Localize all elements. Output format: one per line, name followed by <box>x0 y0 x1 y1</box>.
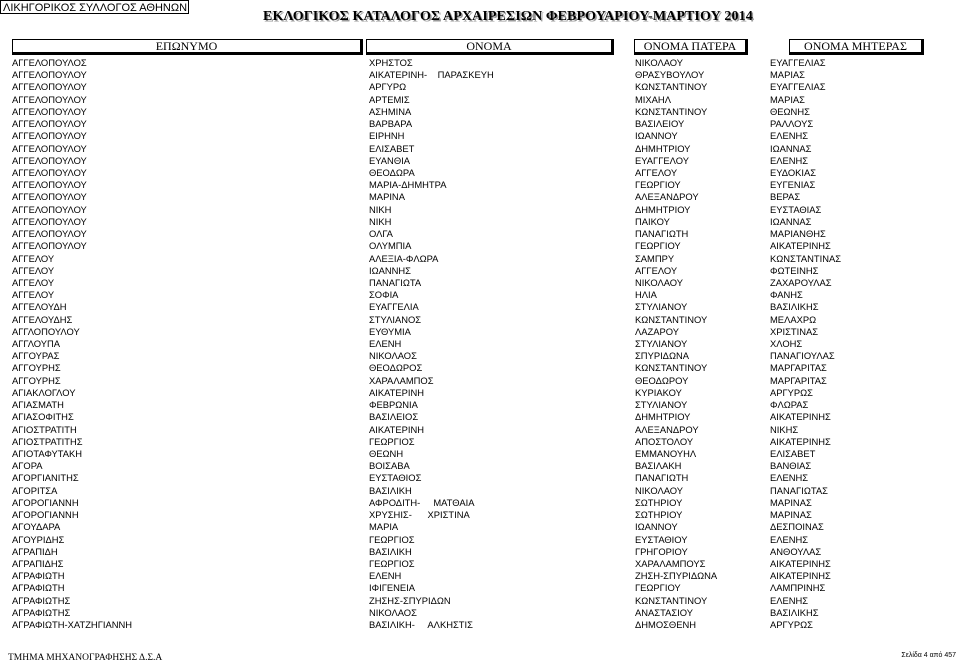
cell-mother-name: ΜΑΡΙΑΣ <box>770 69 805 81</box>
cell-father-name: ΓΕΩΡΓΙΟΥ <box>635 582 681 594</box>
table-row <box>0 326 960 338</box>
cell-mother-name: ΝΙΚΗΣ <box>770 423 799 435</box>
table-row <box>0 521 960 533</box>
cell-father-name: ΝΙΚΟΛΑΟΥ <box>635 57 684 68</box>
cell-father-name: ΑΝΑΣΤΑΣΙΟΥ <box>635 606 693 618</box>
cell-father-name: ΗΛΙΑ <box>635 289 657 301</box>
cell-surname: ΑΓΓΕΛΟΠΟΥΛΟΥ <box>12 166 87 178</box>
cell-first-name: ΘΕΩΝΗ <box>369 448 404 459</box>
cell-surname: ΑΓΟΥΡΙΔΗΣ <box>12 533 65 545</box>
cell-father-name: ΕΥΣΤΑΘΙΟΥ <box>635 533 688 545</box>
cell-surname: ΑΓΓΕΛΟΥ <box>12 276 55 288</box>
organization-name: ΛΙΚΗΓΟΡΙΚΟΣ ΣΥΛΛΟΓΟΣ ΑΘΗΝΩΝ <box>0 0 189 14</box>
cell-first-name: ΑΦΡΟΔΙΤΗ- ΜΑΤΘΑΙΑ <box>369 496 475 508</box>
table-row <box>0 534 960 546</box>
cell-father-name: ΣΑΜΠΡΥ <box>635 252 675 264</box>
cell-mother-name: ΕΛΕΝΗΣ <box>770 594 809 606</box>
cell-mother-name: ΑΝΘΟΥΛΑΣ <box>770 545 822 557</box>
column-header-father-name: ΟΝΟΜΑ ΠΑΤΕΡΑ <box>634 39 748 55</box>
cell-first-name: ΓΕΩΡΓΙΟΣ <box>369 435 415 447</box>
cell-mother-name: ΑΙΚΑΤΕΡΙΝΗΣ <box>770 557 831 569</box>
cell-first-name: ΑΣΗΜΙΝΑ <box>369 105 412 117</box>
cell-mother-name: ΕΥΓΕΝΙΑΣ <box>770 179 816 191</box>
cell-surname: ΑΓΙΟΣΤΡΑΤΙΤΗΣ <box>12 435 83 447</box>
cell-surname: ΑΓΓΕΛΟΥ <box>12 264 55 276</box>
cell-surname: ΑΓΓΟΥΡΑΣ <box>12 350 60 362</box>
cell-first-name: ΣΤΥΛΙΑΝΟΣ <box>369 313 422 325</box>
table-row <box>0 472 960 484</box>
cell-first-name: ΧΡΥΣΗΙΣ- ΧΡΙΣΤΙΝΑ <box>369 509 470 521</box>
cell-first-name: ΓΕΩΡΓΙΟΣ <box>369 557 415 569</box>
cell-surname: ΑΓΡΑΠΙΔΗΣ <box>12 557 64 569</box>
cell-father-name: ΖΗΣΗ-ΣΠΥΡΙΔΩΝΑ <box>635 570 718 582</box>
cell-surname: ΑΓΙΟΣΤΡΑΤΙΤΗ <box>12 423 77 435</box>
cell-mother-name: ΜΕΛΑΧΡΩ <box>770 313 817 325</box>
cell-first-name: ΜΑΡΙΑ-ΔΗΜΗΤΡΑ <box>369 179 447 191</box>
table-row <box>0 179 960 191</box>
cell-father-name: ΣΠΥΡΙΔΩΝΑ <box>635 350 689 362</box>
cell-first-name: ΝΙΚΟΛΑΟΣ <box>369 350 417 362</box>
cell-surname: ΑΓΓΛΟΥΠΑ <box>12 338 61 350</box>
cell-father-name: ΑΓΓΕΛΟΥ <box>635 264 678 276</box>
table-row <box>0 509 960 521</box>
cell-father-name: ΓΕΩΡΓΙΟΥ <box>635 179 681 191</box>
cell-mother-name: ΡΑΛΛΟΥΣ <box>770 118 814 130</box>
table-row <box>0 143 960 155</box>
table-row <box>0 289 960 301</box>
cell-surname: ΑΓΟΡΑ <box>12 460 43 472</box>
cell-first-name: ΦΕΒΡΩΝΙΑ <box>369 399 418 411</box>
cell-surname: ΑΓΙΟΤΑΦΥΤΑΚΗ <box>12 448 83 459</box>
table-row <box>0 216 960 228</box>
cell-surname: ΑΓΡΑΠΙΔΗ <box>12 545 58 557</box>
cell-first-name: ΕΥΘΥΜΙΑ <box>369 325 411 337</box>
column-header-surname: ΕΠΩΝΥΜΟ <box>12 39 363 55</box>
cell-mother-name: ΖΑΧΑΡΟΥΛΑΣ <box>770 276 832 288</box>
cell-father-name: ΣΤΥΛΙΑΝΟΥ <box>635 399 688 411</box>
cell-father-name: ΒΑΣΙΛΕΙΟΥ <box>635 118 685 130</box>
table-row <box>0 301 960 313</box>
table-row <box>0 204 960 216</box>
cell-father-name: ΑΓΓΕΛΟΥ <box>635 166 678 178</box>
cell-surname: ΑΓΡΑΦΙΩΤΗΣ <box>12 606 71 618</box>
cell-first-name: ΑΛΕΞΙΑ-ΦΛΩΡΑ <box>369 252 439 264</box>
table-row <box>0 106 960 118</box>
cell-first-name: ΒΑΣΙΛΙΚΗ <box>369 484 412 496</box>
cell-surname: ΑΓΓΛΟΠΟΥΛΟΥ <box>12 325 80 337</box>
cell-father-name: ΓΡΗΓΟΡΙΟΥ <box>635 545 688 557</box>
cell-mother-name: ΠΑΝΑΓΙΟΥΛΑΣ <box>770 350 835 362</box>
footer-department: ΤΜΗΜΑ ΜΗΧΑΝΟΓΡΑΦΗΣΗΣ Δ.Σ.Α <box>8 653 163 663</box>
cell-mother-name: ΑΙΚΑΤΕΡΙΝΗΣ <box>770 411 831 423</box>
column-header-first-name: ΟΝΟΜΑ <box>366 39 614 55</box>
table-row <box>0 81 960 93</box>
cell-first-name: ΑΙΚΑΤΕΡΙΝΗ <box>369 386 425 398</box>
cell-father-name: ΙΩΑΝΝΟΥ <box>635 521 678 533</box>
cell-surname: ΑΓΓΕΛΟΠΟΥΛΟΥ <box>12 81 87 93</box>
document-title: ΕΚΛΟΓΙΚΟΣ ΚΑΤΑΛΟΓΟΣ ΑΡΧΑΙΡΕΣΙΩΝ ΦΕΒΡΟΥΑΡΙΟΥ-ΜΑΡΤΙΟΥ 2014 <box>263 9 753 24</box>
cell-mother-name: ΑΙΚΑΤΕΡΙΝΗΣ <box>770 435 831 447</box>
table-row <box>0 411 960 423</box>
table-row <box>0 130 960 142</box>
cell-surname: ΑΓΓΕΛΟΠΟΥΛΟΥ <box>12 191 87 203</box>
cell-first-name: ΘΕΟΔΩΡΑ <box>369 166 415 178</box>
cell-mother-name: ΒΑΝΘΙΑΣ <box>770 460 812 472</box>
cell-first-name: ΑΡΓΥΡΩ <box>369 81 407 93</box>
cell-first-name: ΣΟΦΙΑ <box>369 289 399 301</box>
cell-first-name: ΝΙΚΗ <box>369 203 392 215</box>
cell-father-name: ΑΛΕΞΑΝΔΡΟΥ <box>635 191 699 203</box>
cell-surname: ΑΓΓΕΛΟΠΟΥΛΟΥ <box>12 130 87 142</box>
cell-surname: ΑΓΟΡΟΓΙΑΝΝΗ <box>12 509 79 521</box>
table-row <box>0 497 960 509</box>
cell-surname: ΑΓΓΕΛΟΠΟΥΛΟΥ <box>12 240 87 252</box>
table-row <box>0 191 960 203</box>
cell-first-name: ΒΑΣΙΛΕΙΟΣ <box>369 411 419 423</box>
cell-surname: ΑΓΓΟΥΡΗΣ <box>12 374 61 386</box>
cell-surname: ΑΓΡΑΦΙΩΤΗ <box>12 582 65 594</box>
cell-father-name: ΚΥΡΙΑΚΟΥ <box>635 386 682 398</box>
cell-surname: ΑΓΡΑΦΙΩΤΗ <box>12 570 65 582</box>
table-row <box>0 485 960 497</box>
cell-mother-name: ΕΥΑΓΓΕΛΙΑΣ <box>770 81 826 93</box>
cell-surname: ΑΓΓΕΛΟΥΔΗ <box>12 301 67 313</box>
table-row <box>0 228 960 240</box>
cell-father-name: ΔΗΜΗΤΡΙΟΥ <box>635 411 691 423</box>
table-row <box>0 155 960 167</box>
table-row <box>0 558 960 570</box>
table-row <box>0 387 960 399</box>
cell-first-name: ΕΥΣΤΑΘΙΟΣ <box>369 472 422 484</box>
cell-first-name: ΒΑΣΙΛΙΚΗ- ΑΛΚΗΣΤΙΣ <box>369 619 473 631</box>
table-row <box>0 448 960 460</box>
cell-surname: ΑΓΟΡΟΓΙΑΝΝΗ <box>12 496 79 508</box>
cell-mother-name: ΠΑΝΑΓΙΩΤΑΣ <box>770 484 828 496</box>
cell-mother-name: ΙΩΑΝΝΑΣ <box>770 142 812 154</box>
voter-list <box>0 57 960 631</box>
cell-mother-name: ΑΙΚΑΤΕΡΙΝΗΣ <box>770 570 831 582</box>
table-row <box>0 595 960 607</box>
cell-surname: ΑΓΓΕΛΟΥΔΗΣ <box>12 313 73 325</box>
cell-father-name: ΙΩΑΝΝΟΥ <box>635 130 678 142</box>
cell-first-name: ΟΛΓΑ <box>369 228 393 240</box>
cell-surname: ΑΓΟΡΙΤΣΑ <box>12 484 58 496</box>
table-row <box>0 375 960 387</box>
cell-father-name: ΝΙΚΟΛΑΟΥ <box>635 276 684 288</box>
table-row <box>0 265 960 277</box>
table-row <box>0 399 960 411</box>
table-row <box>0 362 960 374</box>
cell-mother-name: ΕΛΕΝΗΣ <box>770 130 809 142</box>
cell-mother-name: ΕΥΣΤΑΘΙΑΣ <box>770 203 822 215</box>
cell-first-name: ΒΑΡΒΑΡΑ <box>369 118 413 130</box>
table-row <box>0 253 960 265</box>
cell-father-name: ΚΩΝΣΤΑΝΤΙΝΟΥ <box>635 594 708 606</box>
cell-mother-name: ΜΑΡΙΑΝΘΗΣ <box>770 228 826 240</box>
cell-mother-name: ΕΥΑΓΓΕΛΙΑΣ <box>770 57 826 68</box>
cell-father-name: ΣΤΥΛΙΑΝΟΥ <box>635 338 688 350</box>
cell-mother-name: ΧΡΙΣΤΙΝΑΣ <box>770 325 819 337</box>
column-header-mother-name: ΟΝΟΜΑ ΜΗΤΕΡΑΣ <box>789 39 924 55</box>
cell-mother-name: ΕΥΔΟΚΙΑΣ <box>770 166 817 178</box>
cell-father-name: ΜΙΧΑΗΛ <box>635 93 671 105</box>
table-row <box>0 94 960 106</box>
cell-mother-name: ΑΡΓΥΡΩΣ <box>770 619 813 631</box>
cell-first-name: ΕΛΕΝΗ <box>369 338 402 350</box>
cell-mother-name: ΕΛΙΣΑΒΕΤ <box>770 448 816 459</box>
cell-mother-name: ΘΕΩΝΗΣ <box>770 105 810 117</box>
cell-father-name: ΘΕΟΔΩΡΟΥ <box>635 374 689 386</box>
cell-first-name: ΧΑΡΑΛΑΜΠΟΣ <box>369 374 434 386</box>
cell-father-name: ΧΑΡΑΛΑΜΠΟΥΣ <box>635 557 706 569</box>
table-row <box>0 619 960 631</box>
cell-first-name: ΕΛΕΝΗ <box>369 570 402 582</box>
cell-father-name: ΚΩΝΣΤΑΝΤΙΝΟΥ <box>635 81 708 93</box>
cell-mother-name: ΦΩΤΕΙΝΗΣ <box>770 264 819 276</box>
cell-first-name: ΑΙΚΑΤΕΡΙΝΗ <box>369 423 425 435</box>
cell-mother-name: ΜΑΡΓΑΡΙΤΑΣ <box>770 374 827 386</box>
cell-father-name: ΑΛΕΞΑΝΔΡΟΥ <box>635 423 699 435</box>
table-row <box>0 460 960 472</box>
cell-father-name: ΣΩΤΗΡΙΟΥ <box>635 509 683 521</box>
cell-surname: ΑΓΓΕΛΟΠΟΥΛΟΣ <box>12 57 87 68</box>
cell-surname: ΑΓΓΕΛΟΠΟΥΛΟΥ <box>12 228 87 240</box>
cell-surname: ΑΓΓΕΛΟΠΟΥΛΟΥ <box>12 142 87 154</box>
cell-first-name: ΓΕΩΡΓΙΟΣ <box>369 533 415 545</box>
cell-father-name: ΠΑΝΑΓΙΩΤΗ <box>635 228 689 240</box>
table-row <box>0 277 960 289</box>
cell-surname: ΑΓΓΕΛΟΠΟΥΛΟΥ <box>12 69 87 81</box>
table-row <box>0 69 960 81</box>
cell-mother-name: ΜΑΡΙΝΑΣ <box>770 496 812 508</box>
cell-first-name: ΒΑΣΙΛΙΚΗ <box>369 545 412 557</box>
cell-father-name: ΓΕΩΡΓΙΟΥ <box>635 240 681 252</box>
table-row <box>0 167 960 179</box>
cell-father-name: ΝΙΚΟΛΑΟΥ <box>635 484 684 496</box>
cell-surname: ΑΓΓΕΛΟΠΟΥΛΟΥ <box>12 154 87 166</box>
cell-father-name: ΚΩΝΣΤΑΝΤΙΝΟΥ <box>635 105 708 117</box>
table-row <box>0 314 960 326</box>
cell-first-name: ΙΩΑΝΝΗΣ <box>369 264 411 276</box>
cell-first-name: ΝΙΚΗ <box>369 215 392 227</box>
cell-father-name: ΚΩΝΣΤΑΝΤΙΝΟΥ <box>635 313 708 325</box>
table-row <box>0 546 960 558</box>
cell-surname: ΑΓΓΕΛΟΠΟΥΛΟΥ <box>12 93 87 105</box>
column-headers <box>0 39 960 55</box>
cell-first-name: ΘΕΟΔΩΡΟΣ <box>369 362 423 374</box>
cell-mother-name: ΕΛΕΝΗΣ <box>770 472 809 484</box>
cell-first-name: ΕΛΙΣΑΒΕΤ <box>369 142 415 154</box>
cell-mother-name: ΦΑΝΗΣ <box>770 289 803 301</box>
cell-mother-name: ΒΕΡΑΣ <box>770 191 801 203</box>
table-row <box>0 118 960 130</box>
cell-father-name: ΣΤΥΛΙΑΝΟΥ <box>635 301 688 313</box>
cell-surname: ΑΓΙΑΣΜΑΤΗ <box>12 399 64 411</box>
cell-father-name: ΔΗΜΗΤΡΙΟΥ <box>635 203 691 215</box>
cell-mother-name: ΔΕΣΠΟΙΝΑΣ <box>770 521 824 533</box>
table-row <box>0 582 960 594</box>
cell-mother-name: ΑΡΓΥΡΩΣ <box>770 386 813 398</box>
cell-mother-name: ΜΑΡΓΑΡΙΤΑΣ <box>770 362 827 374</box>
cell-surname: ΑΓΓΕΛΟΠΟΥΛΟΥ <box>12 118 87 130</box>
table-row <box>0 436 960 448</box>
cell-first-name: ΕΙΡΗΝΗ <box>369 130 405 142</box>
cell-first-name: ΟΛΥΜΠΙΑ <box>369 240 412 252</box>
cell-surname: ΑΓΓΕΛΟΠΟΥΛΟΥ <box>12 179 87 191</box>
cell-first-name: ΑΙΚΑΤΕΡΙΝΗ- ΠΑΡΑΣΚΕΥΗ <box>369 69 494 81</box>
cell-father-name: ΠΑΙΚΟΥ <box>635 215 670 227</box>
cell-surname: ΑΓΡΑΦΙΩΤΗΣ <box>12 594 71 606</box>
cell-surname: ΑΓΓΕΛΟΠΟΥΛΟΥ <box>12 105 87 117</box>
cell-surname: ΑΓΙΑΚΛΟΓΛΟΥ <box>12 386 76 398</box>
cell-father-name: ΚΩΝΣΤΑΝΤΙΝΟΥ <box>635 362 708 374</box>
table-row <box>0 240 960 252</box>
cell-father-name: ΑΠΟΣΤΟΛΟΥ <box>635 435 694 447</box>
cell-mother-name: ΒΑΣΙΛΙΚΗΣ <box>770 606 819 618</box>
cell-father-name: ΛΑΖΑΡΟΥ <box>635 325 679 337</box>
cell-mother-name: ΚΩΝΣΤΑΝΤΙΝΑΣ <box>770 252 842 264</box>
cell-father-name: ΠΑΝΑΓΙΩΤΗ <box>635 472 689 484</box>
cell-mother-name: ΛΑΜΠΡΙΝΗΣ <box>770 582 826 594</box>
cell-father-name: ΒΑΣΙΛΑΚΗ <box>635 460 682 472</box>
cell-father-name: ΘΡΑΣΥΒΟΥΛΟΥ <box>635 69 705 81</box>
table-row <box>0 350 960 362</box>
table-row <box>0 57 960 69</box>
cell-first-name: ΕΥΑΝΘΙΑ <box>369 154 410 166</box>
table-row <box>0 570 960 582</box>
cell-surname: ΑΓΡΑΦΙΩΤΗ-ΧΑΤΖΗΓΙΑΝΝΗ <box>12 619 133 631</box>
cell-surname: ΑΓΓΟΥΡΗΣ <box>12 362 61 374</box>
cell-first-name: ΧΡΗΣΤΟΣ <box>369 57 413 68</box>
cell-surname: ΑΓΓΕΛΟΠΟΥΛΟΥ <box>12 215 87 227</box>
cell-mother-name: ΦΛΩΡΑΣ <box>770 399 809 411</box>
cell-first-name: ΑΡΤΕΜΙΣ <box>369 93 410 105</box>
cell-surname: ΑΓΓΕΛΟΠΟΥΛΟΥ <box>12 203 87 215</box>
cell-first-name: ΒΟΙΣΑΒΑ <box>369 460 410 472</box>
cell-first-name: ΙΦΙΓΕΝΕΙΑ <box>369 582 415 594</box>
table-row <box>0 338 960 350</box>
cell-mother-name: ΜΑΡΙΝΑΣ <box>770 509 812 521</box>
cell-surname: ΑΓΓΕΛΟΥ <box>12 252 55 264</box>
cell-surname: ΑΓΟΥΔΑΡΑ <box>12 521 61 533</box>
cell-first-name: ΖΗΣΗΣ-ΣΠΥΡΙΔΩΝ <box>369 594 451 606</box>
cell-first-name: ΜΑΡΙΑ <box>369 521 399 533</box>
cell-first-name: ΜΑΡΙΝΑ <box>369 191 405 203</box>
cell-surname: ΑΓΙΑΣΟΦΙΤΗΣ <box>12 411 74 423</box>
cell-mother-name: ΧΛΟΗΣ <box>770 338 803 350</box>
cell-mother-name: ΕΛΕΝΗΣ <box>770 533 809 545</box>
cell-first-name: ΝΙΚΟΛΑΟΣ <box>369 606 417 618</box>
cell-mother-name: ΜΑΡΙΑΣ <box>770 93 805 105</box>
table-row <box>0 607 960 619</box>
cell-mother-name: ΑΙΚΑΤΕΡΙΝΗΣ <box>770 240 831 252</box>
table-row <box>0 424 960 436</box>
cell-father-name: ΔΗΜΗΤΡΙΟΥ <box>635 142 691 154</box>
cell-father-name: ΣΩΤΗΡΙΟΥ <box>635 496 683 508</box>
cell-mother-name: ΙΩΑΝΝΑΣ <box>770 215 812 227</box>
cell-first-name: ΕΥΑΓΓΕΛΙΑ <box>369 301 419 313</box>
cell-father-name: ΔΗΜΟΣΘΕΝΗ <box>635 619 697 631</box>
cell-father-name: ΕΥΑΓΓΕΛΟΥ <box>635 154 689 166</box>
cell-mother-name: ΒΑΣΙΛΙΚΗΣ <box>770 301 819 313</box>
cell-father-name: ΕΜΜΑΝΟΥΗΛ <box>635 448 697 459</box>
page-number: Σελίδα 4 από 457 <box>901 652 956 659</box>
cell-first-name: ΠΑΝΑΓΙΩΤΑ <box>369 276 422 288</box>
cell-surname: ΑΓΓΕΛΟΥ <box>12 289 55 301</box>
cell-surname: ΑΓΟΡΓΙΑΝΙΤΗΣ <box>12 472 79 484</box>
cell-mother-name: ΕΛΕΝΗΣ <box>770 154 809 166</box>
